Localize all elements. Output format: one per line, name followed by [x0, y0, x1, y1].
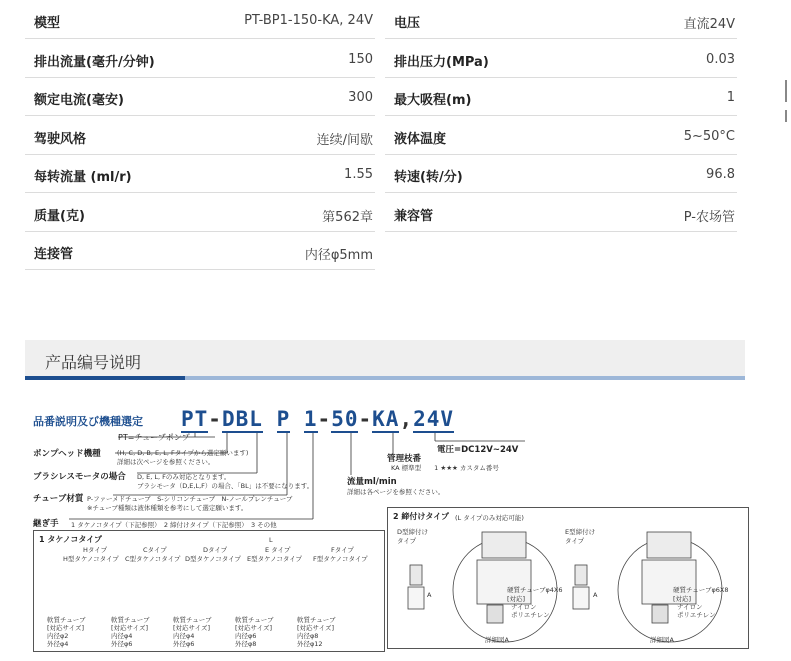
spec-value: 连续/间歇 — [316, 133, 373, 148]
code-v: 24V — [413, 407, 455, 431]
spec-label: 驾驶风格 — [34, 132, 87, 147]
spec-label: 质量(克) — [34, 209, 85, 224]
section-title: 产品编号说明 — [45, 353, 142, 372]
code-comma: , — [399, 407, 414, 431]
brushless-desc1: D, E, L, Fのみ対応となります。 — [137, 473, 231, 481]
material-d-1: [対応] — [507, 595, 526, 603]
type-e-od: 外径φ8 — [235, 640, 257, 648]
type-f-od: 外径φ12 — [297, 640, 323, 648]
spec-value: 96.8 — [706, 167, 735, 182]
a-mark-e: A — [593, 591, 598, 599]
spec-cell — [385, 39, 737, 78]
section-underline-dark — [25, 376, 185, 380]
spec-cell — [385, 193, 737, 232]
spec-value: 1 — [726, 90, 735, 105]
type-d-sub: D型タケノコタイプ — [185, 555, 241, 563]
scroll-indicator — [785, 110, 787, 122]
code-ka: KA — [372, 407, 400, 431]
code-one: 1 — [303, 407, 318, 431]
code-dash: - — [317, 407, 332, 431]
spec-cell — [25, 193, 375, 232]
tube-label: チューブ材質 — [33, 494, 84, 504]
spec-cell — [25, 154, 375, 193]
material-e-1: [対応] — [673, 595, 692, 603]
spec-value: 内径φ5mm — [304, 248, 373, 263]
type-f-sub: F型タケノコタイプ — [313, 555, 368, 563]
spec-cell — [25, 77, 375, 116]
spec-cell — [385, 116, 737, 155]
type-c-id: 内径φ4 — [111, 632, 133, 640]
type-f-tube: 軟質チューブ — [297, 616, 336, 624]
brushless-label: ブラシレスモータの場合 — [33, 472, 126, 482]
type-e-name: E タイプ — [265, 546, 291, 554]
spec-label: 转速(转/分) — [394, 170, 463, 185]
spec-label: 额定电流(毫安) — [34, 93, 124, 108]
spec-label: 模型 — [34, 16, 61, 31]
spec-cell — [25, 0, 375, 39]
product-code-diagram — [25, 395, 755, 661]
section-underline-light — [185, 376, 745, 380]
spec-cell — [25, 116, 375, 155]
type-e-spec: [対応サイズ] — [235, 624, 273, 632]
clamp-d-label: D型締付け タイプ — [397, 528, 429, 545]
joint-desc: 1 タケノコタイプ（下記参照） 2 締付けタイプ（下記参照） 3 その他 — [71, 521, 277, 529]
type-f-name: Fタイプ — [331, 546, 354, 554]
flow-label: 流量ml/min — [347, 477, 397, 487]
spec-label: 兼容管 — [394, 209, 434, 224]
type-h-sub: H型タケノコタイプ — [63, 555, 119, 563]
spec-cell — [385, 0, 737, 39]
type-h-name: Hタイプ — [83, 546, 108, 554]
spec-label: 最大吸程(m) — [394, 93, 472, 108]
material-e-2: ナイロン — [677, 603, 703, 611]
spec-value: 5~50°C — [683, 129, 735, 144]
spec-label: 每转流量 (ml/r) — [34, 170, 132, 185]
detail-a-d: 詳細図A — [485, 636, 509, 644]
head-desc1: (H, C, D, B, E, L, Fタイプから選定願います) — [117, 449, 249, 457]
type-d-name: Dタイプ — [203, 546, 228, 554]
tube-desc: P-ファーメドチューブ S-シリコンチューブ N-ノールプレンチューブ — [87, 495, 293, 503]
section-header — [25, 340, 745, 380]
type-c-spec: [対応サイズ] — [111, 624, 149, 632]
code-fifty: 50 — [331, 407, 359, 431]
detail-a-e: 詳細図A — [650, 636, 674, 644]
code-dash: - — [358, 407, 373, 431]
spec-value: 300 — [348, 90, 373, 105]
spec-label: 排出压力(MPa) — [394, 55, 489, 70]
hard-tube-e: 硬質チューブφ6X8 — [673, 586, 729, 594]
material-d-3: ポリエチレン — [511, 611, 550, 619]
type-f-id: 内径φ8 — [297, 632, 319, 640]
product-code — [181, 407, 454, 431]
head-desc2: 詳細は次ページを参照ください。 — [117, 458, 215, 466]
code-d: D — [221, 407, 236, 431]
spec-value: P-农场管 — [683, 210, 735, 225]
hard-tube-d: 硬質チューブφ4X6 — [507, 586, 563, 594]
spec-value: 直流24V — [683, 17, 735, 32]
type-h-id: 内径φ2 — [47, 632, 69, 640]
type-c-name: Cタイプ — [143, 546, 167, 554]
material-d-2: ナイロン — [511, 603, 537, 611]
spec-value: PT-BP1-150-KA, 24V — [244, 13, 373, 28]
clamp-note: (L タイプのみ対応可能) — [455, 514, 524, 522]
type-e-id: 内径φ6 — [235, 632, 257, 640]
tube-note: ※チューブ種類は液体種類を参考にして選定願います。 — [87, 504, 248, 512]
head-label: ポンプヘッド機種 — [33, 449, 101, 459]
diagram-heading: 品番説明及び機種選定 — [33, 415, 143, 428]
type-e-sub: E型タケノコタイプ — [247, 555, 303, 563]
spec-value: 150 — [348, 52, 373, 67]
flow-desc: 詳細は各ページを参照ください。 — [347, 488, 445, 496]
mgmt-label: 管理枝番 — [387, 454, 422, 464]
brushless-desc2: ブラシモータ（D,E,L,F）の場合、「BL」は不要になります。 — [137, 482, 314, 490]
mgmt-desc: KA 標準型 1 ★★★ カスタム番号 — [391, 464, 499, 472]
spec-label: 液体温度 — [394, 132, 447, 147]
takenoko-title: 1 タケノコタイプ — [39, 535, 102, 544]
spec-cell — [385, 77, 737, 116]
clamp-e-label: E型締付け タイプ — [565, 528, 596, 545]
type-e-tube: 軟質チューブ — [235, 616, 274, 624]
material-e-3: ポリエチレン — [677, 611, 716, 619]
a-mark-d: A — [427, 591, 432, 599]
spec-value: 0.03 — [706, 52, 735, 67]
joint-label: 継ぎ手 — [33, 519, 59, 529]
type-e-pre: L — [269, 536, 273, 544]
type-d-od: 外径φ6 — [173, 640, 195, 648]
type-h-spec: [対応サイズ] — [47, 624, 85, 632]
type-h-tube: 軟質チューブ — [47, 616, 86, 624]
spec-value: 第562章 — [322, 210, 373, 225]
spec-value: 1.55 — [344, 167, 373, 182]
code-p: P — [276, 407, 291, 431]
spec-label: 电压 — [394, 16, 421, 31]
type-f-spec: [対応サイズ] — [297, 624, 335, 632]
type-c-od: 外径φ6 — [111, 640, 133, 648]
code-pt: PT — [181, 407, 209, 431]
pt-label: PT=チューブポンプ — [118, 433, 190, 442]
type-d-tube: 軟質チューブ — [173, 616, 212, 624]
spec-table — [25, 0, 745, 275]
type-c-tube: 軟質チューブ — [111, 616, 150, 624]
type-d-spec: [対応サイズ] — [173, 624, 211, 632]
type-d-id: 内径φ4 — [173, 632, 195, 640]
spec-cell — [25, 231, 375, 270]
spec-label: 连接管 — [34, 247, 74, 262]
spec-cell — [385, 154, 737, 193]
voltage-label: 電圧=DC12V~24V — [437, 445, 519, 455]
scroll-indicator — [785, 80, 787, 102]
type-h-od: 外径φ4 — [47, 640, 69, 648]
spec-cell — [25, 39, 375, 78]
spec-label: 排出流量(毫升/分钟) — [34, 55, 155, 70]
code-dash: - — [208, 407, 222, 431]
clamp-title: 2 締付けタイプ — [393, 512, 449, 521]
code-bl: BL — [235, 407, 263, 431]
type-c-sub: C型タケノコタイプ — [125, 555, 181, 563]
